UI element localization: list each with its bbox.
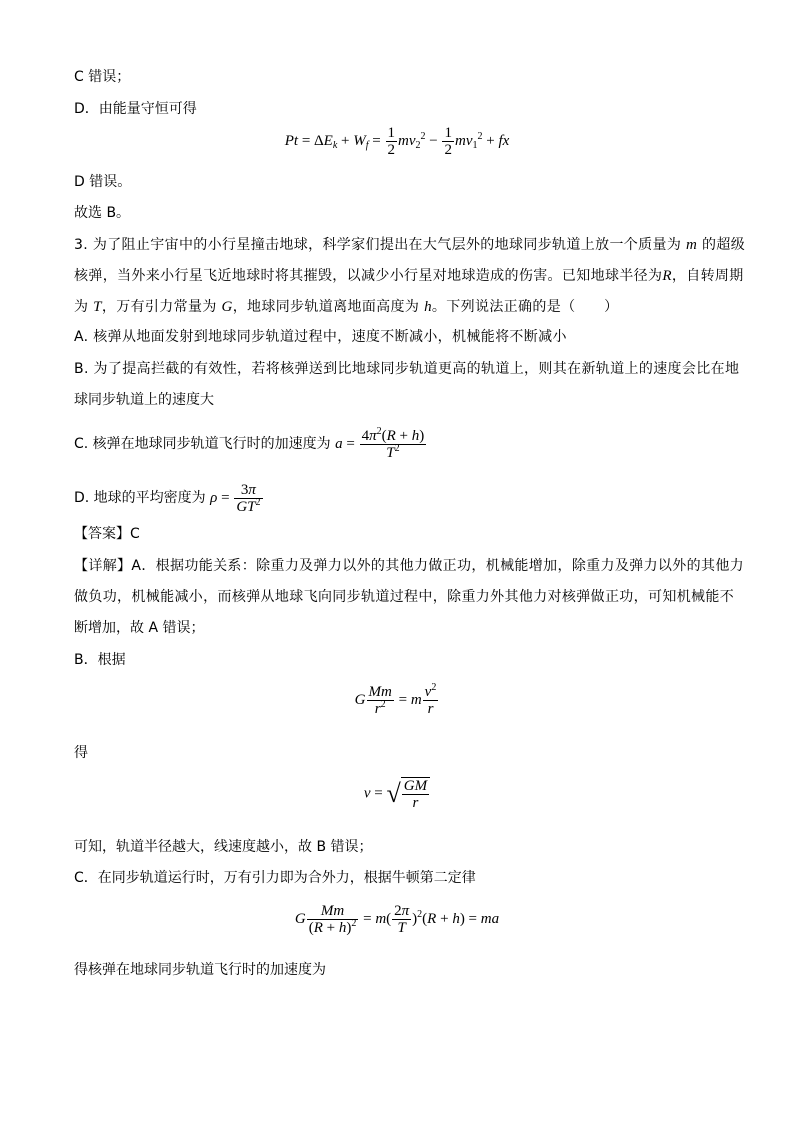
option-text: C. 核弹在地球同步轨道飞行时的加速度为 <box>74 435 331 452</box>
detail-line-1: 【详解】A．根据功能关系：除重力及弹力以外的其他力做正功，机械能增加，除重力及弹力以外的其他力 <box>74 558 745 574</box>
acceleration-formula: a = $\frac{4\pi^2(R + h)}{T^2}$ <box>335 426 425 461</box>
detail-line-3: 断增加，故 A 错误； <box>74 620 205 636</box>
option-b-line-1: B. 为了提高拦截的有效性，若将核弹送到比地球同步轨道更高的轨道上，则其在新轨道上的速度会比在地 <box>74 361 740 377</box>
question-text: ，万有引力常量为 <box>101 299 217 315</box>
question-text: 的超级 <box>702 237 746 253</box>
detail-line-b: B．根据 <box>74 652 126 668</box>
symbol-R: R <box>662 268 672 284</box>
question-text: 3. 为了阻止宇宙中的小行星撞击地球，科学家们提出在大气层外的地球同步轨道上放一个质量为 <box>74 237 682 253</box>
energy-equation: $Pt = \Delta E_k + W_f$ = $\frac{1}{2}$ $mv_2^2$ − $\frac{1}{2}$ $mv_1^2$ + fx <box>284 125 510 158</box>
question-text: 。下列说法正确的是（ ） <box>431 299 619 315</box>
text-line: 得 <box>74 745 88 761</box>
option-text: D. 地球的平均密度为 <box>74 489 206 506</box>
question-3-line-3 <box>74 297 618 317</box>
text-line: C．在同步轨道运行时，万有引力即为合外力，根据牛顿第二定律 <box>74 870 476 886</box>
text-line: C 错误； <box>74 69 131 85</box>
question-3-line-1 <box>74 235 745 255</box>
answer-label: 【答案】C <box>74 526 140 542</box>
option-d <box>74 482 264 515</box>
symbol-T: T <box>93 299 102 315</box>
velocity-equation: v = √ $\frac{GM}{r}$ <box>0 777 794 811</box>
text-line: D．由能量守恒可得 <box>74 101 197 117</box>
density-formula: ρ = $\frac{3\pi}{GT^2}$ <box>210 482 261 515</box>
gravity-centripetal-equation: G $\frac{Mm}{r^2}$ = m $\frac{v^2}{r}$ <box>354 682 437 717</box>
question-text: ，自转周期 <box>671 268 744 284</box>
text-line: 得核弹在地球同步轨道飞行时的加速度为 <box>74 962 326 978</box>
option-b-line-2: 球同步轨道上的速度大 <box>74 392 214 408</box>
text-line: 故选 B。 <box>74 205 131 221</box>
option-a: A. 核弹从地面发射到地球同步轨道过程中，速度不断减小，机械能将不断减小 <box>74 329 567 345</box>
symbol-G: G <box>221 299 233 315</box>
question-3-line-2 <box>74 266 744 286</box>
option-c <box>74 428 427 461</box>
detail-line-2: 做负功，机械能减小，而核弹从地球飞向同步轨道过程中，除重力外其他力对核弹做正功，可知机械能不 <box>74 589 735 605</box>
question-text: 为 <box>74 299 89 315</box>
question-text: 核弹，当外来小行星飞近地球时将其摧毁，以减少小行星对地球造成的伤害。已知地球半径为 <box>74 268 663 284</box>
symbol-m: m <box>686 237 698 253</box>
text-line: D 错误。 <box>74 174 132 190</box>
newton-second-law-equation: G $\frac{Mm}{(R + h)^2}$ = m( $\frac{2\pi}{T}$ )$^2$(R + h) = ma <box>294 903 500 936</box>
question-text: ，地球同步轨道离地面高度为 <box>232 299 420 315</box>
symbol-h: h <box>424 299 432 315</box>
text-line: 可知，轨道半径越大，线速度越小，故 B 错误； <box>74 839 373 855</box>
